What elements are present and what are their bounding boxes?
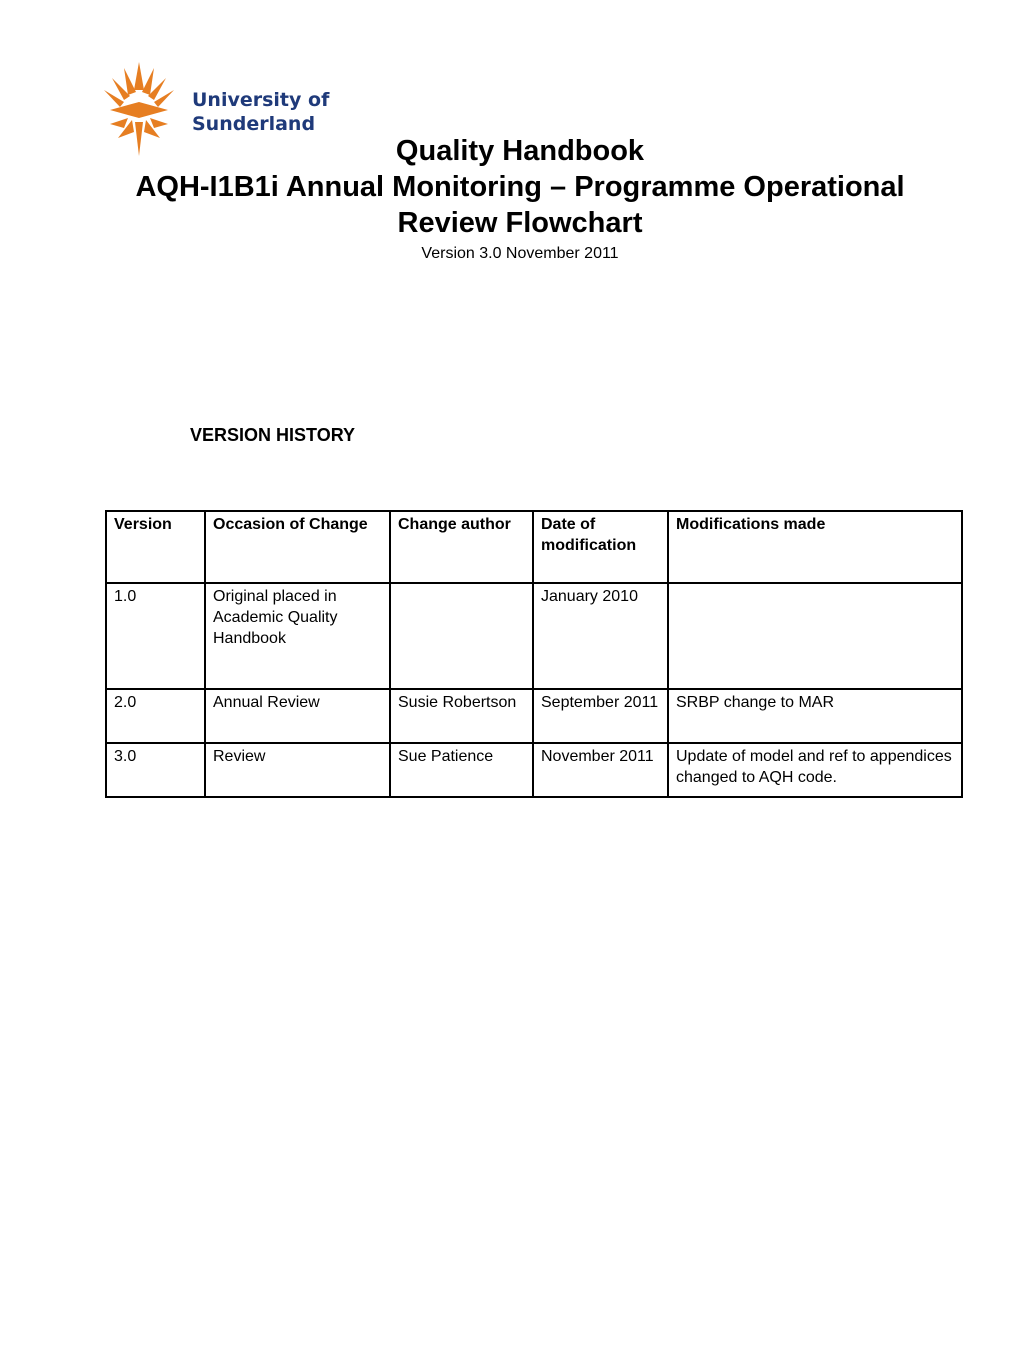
cell-version: 3.0 (106, 743, 205, 797)
cell-version: 1.0 (106, 583, 205, 689)
version-history-heading: VERSION HISTORY (190, 425, 356, 445)
cell-date: September 2011 (533, 689, 668, 743)
cell-occasion: Annual Review (205, 689, 390, 743)
cell-author (390, 583, 533, 689)
column-header-occasion: Occasion of Change (205, 511, 390, 583)
title-line-2: AQH-I1B1i Annual Monitoring – Programme Operational (135, 171, 905, 203)
table-row (106, 743, 962, 797)
logo-text-line2: Sunderland (192, 113, 316, 135)
cell-date: January 2010 (533, 583, 668, 689)
cell-date: November 2011 (533, 743, 668, 797)
cell-version: 2.0 (106, 689, 205, 743)
cell-modifications (668, 583, 962, 689)
column-header-version: Version (106, 511, 205, 583)
version-subtitle: Version 3.0 November 2011 (421, 245, 619, 262)
cell-occasion: Original placed in Academic Quality Handbook (205, 583, 390, 689)
cell-occasion: Review (205, 743, 390, 797)
cell-author: Susie Robertson (390, 689, 533, 743)
logo-text-line1: University of (192, 89, 330, 111)
column-header-author: Change author (390, 511, 533, 583)
column-header-modifications: Modifications made (668, 511, 962, 583)
table-header-row (106, 511, 962, 583)
cell-author: Sue Patience (390, 743, 533, 797)
title-line-1: Quality Handbook (395, 135, 645, 167)
table-row (106, 583, 962, 689)
title-line-3: Review Flowchart (397, 207, 643, 239)
document-title-block (0, 133, 1024, 265)
table-row (106, 689, 962, 743)
column-header-date: Date of modification (533, 511, 668, 583)
cell-modifications: SRBP change to MAR (668, 689, 962, 743)
version-history-table (105, 510, 963, 798)
cell-modifications: Update of model and ref to appendices changed to AQH code. (668, 743, 962, 797)
